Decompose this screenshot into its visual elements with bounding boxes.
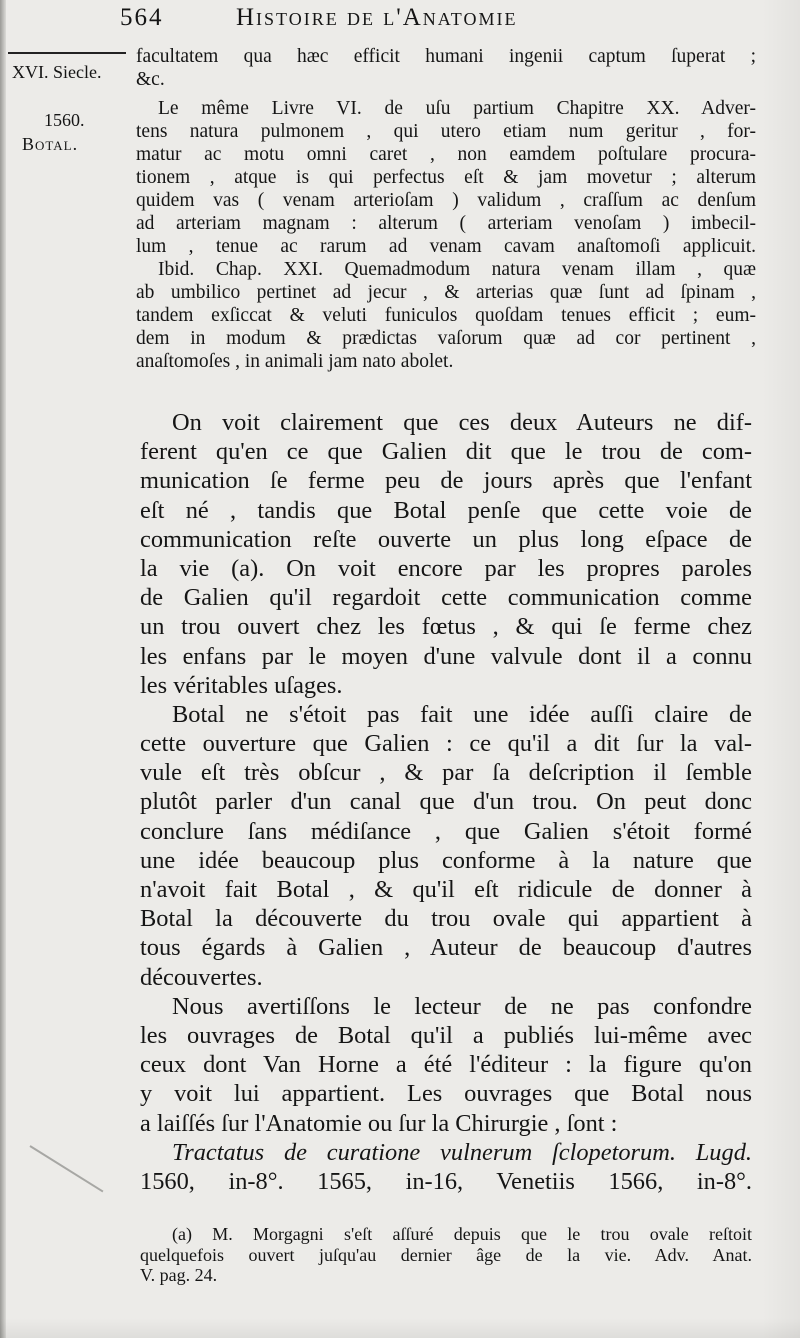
margin-rule	[8, 52, 126, 54]
footnote-line: (a) M. Morgagni s'eſt aſſuré depuis que le trou ovale reſtoit	[172, 1224, 752, 1244]
body-line: Botal la découverte du trou ovale qui appartient à	[140, 905, 752, 933]
body-line: les ouvrages de Botal qu'il a publiés lui-même avec	[140, 1021, 752, 1049]
body-line: Botal ne s'étoit pas fait une idée auſſi claire de	[172, 700, 752, 728]
body-line: une idée beaucoup plus conforme à la nature que	[140, 846, 752, 874]
quote-line: lum , tenue ac rarum ad venam cavam anaſtomoſi applicuit.	[136, 236, 756, 257]
quote-line: ad arteriam magnam : alterum ( arteriam venoſam ) imbecil-	[136, 213, 756, 234]
main-text	[140, 408, 752, 1196]
body-line: la vie (a). On voit encore par les propres paroles	[140, 554, 752, 582]
body-line: découvertes.	[140, 963, 263, 991]
body-line: communication reſte ouverte un plus long eſpace de	[140, 525, 752, 553]
quote-line: dem in modum & prædictas vaſorum quæ ad cor pertinent ,	[136, 328, 756, 349]
body-line: conclure ſans médiſance , que Galien s'étoit formé	[140, 817, 752, 845]
body-line: n'avoit fait Botal , & qu'il eſt ridicule de donner à	[140, 876, 752, 903]
quote-line: tionem , atque is qui perfectus eſt & jam movetur ; alterum	[136, 167, 756, 188]
body-line: y voit lui appartient. Les ouvrages que Botal nous	[140, 1080, 752, 1108]
body-line: un trou ouvert chez les fœtus , & qui ſe ferme chez	[140, 613, 752, 641]
margin-note-year: 1560.	[44, 110, 85, 130]
paper-scratch-mark	[29, 1145, 103, 1192]
body-line: a laiſſés ſur l'Anatomie ou ſur la Chirurgie , ſont :	[140, 1109, 618, 1137]
quote-line: quidem vas ( venam arterioſam ) validum , craſſum ac denſum	[136, 190, 756, 211]
body-line: Nous avertiſſons le lecteur de ne pas confondre	[172, 992, 752, 1020]
bibliography-line: 1560, in-8°. 1565, in-16, Venetiis 1566, in-8°.	[140, 1167, 752, 1195]
quote-line: ab umbilico pertinet ad jecur , & arterias quæ ſunt ad ſpinam ,	[136, 282, 756, 303]
bibliography-line: Tractatus de curatione vulnerum ſclopetorum. Lugd.	[172, 1138, 752, 1166]
page-number: 564	[120, 4, 164, 31]
body-line: les véritables uſages.	[140, 671, 343, 699]
footnote	[140, 1224, 752, 1286]
body-line: les enfans par le moyen d'une valvule dont il a connu	[140, 642, 752, 670]
quote-line: Ibid. Chap. XXI. Quemadmodum natura venam illam , quæ	[158, 259, 756, 280]
quote-block	[136, 45, 756, 373]
body-line: On voit clairement que ces deux Auteurs ne dif-	[172, 409, 752, 436]
running-header	[120, 4, 760, 38]
body-line: plutôt parler d'un canal que d'un trou. On peut donc	[140, 788, 752, 816]
body-line: cette ouverture que Galien : ce qu'il a dit ſur la val-	[140, 730, 752, 758]
quote-line: &c.	[136, 69, 165, 90]
footnote-line: quelquefois ouvert juſqu'au dernier âge de la vie. Adv. Anat.	[140, 1244, 752, 1265]
quote-line: anaſtomoſes , in animali jam nato abolet.	[136, 351, 454, 372]
body-line: munication ſe ferme peu de jours après que l'enfant	[140, 467, 752, 495]
body-line: tous égards à Galien , Auteur de beaucoup d'autres	[140, 934, 752, 962]
quote-line: tens natura pulmonem , qui utero etiam num geritur , for-	[136, 121, 756, 142]
page-bottom-shadow	[0, 1318, 800, 1338]
margin-note-century: XVI. Siecle.	[12, 62, 102, 82]
margin-note-author: Botal.	[22, 134, 79, 154]
running-title: Histoire de l'Anatomie	[236, 4, 518, 31]
body-line: vule eſt très obſcur , & par ſa deſcription il ſemble	[140, 759, 752, 787]
body-line: ferent qu'en ce que Galien dit que le trou de com-	[140, 438, 752, 466]
footnote-line: V. pag. 24.	[140, 1265, 218, 1285]
body-line: eſt né , tandis que Botal penſe que cette voie de	[140, 496, 752, 524]
page-gutter-shadow	[0, 0, 6, 1338]
quote-line: tandem exſiccat & veluti funiculos quoſdam tenues efficit ; eum-	[136, 305, 756, 326]
body-line: de Galien qu'il regardoit cette communication comme	[140, 584, 752, 612]
quote-line: facultatem qua hæc efficit humani ingenii captum ſuperat ;	[136, 46, 756, 67]
body-line: ceux dont Van Horne a été l'éditeur : la figure qu'on	[140, 1051, 752, 1079]
quote-line: Le même Livre VI. de uſu partium Chapitre XX. Adver-	[158, 98, 756, 119]
page-edge-shadow	[762, 0, 800, 1338]
quote-line: matur ac motu omni caret , non eamdem poſtulare procura-	[136, 144, 756, 165]
